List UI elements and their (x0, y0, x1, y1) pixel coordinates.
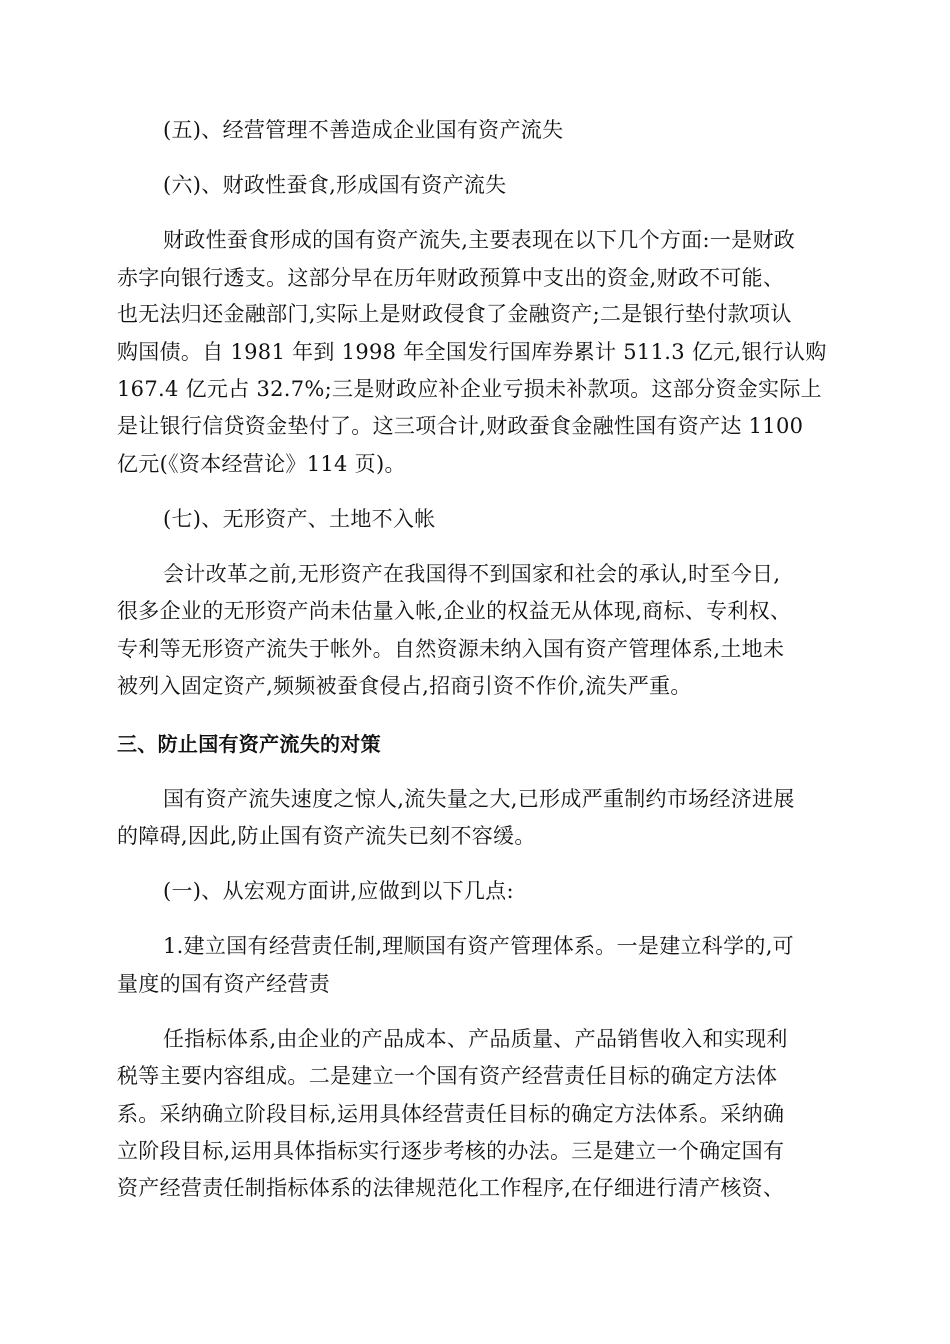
paragraph-line: 资产经营责任制指标体系的法律规范化工作程序,在仔细进行清产核资、 (117, 1176, 785, 1200)
list-item-1-line: 1.建立国有经营责任制,理顺国有资产管理体系。一是建立科学的,可 (163, 934, 794, 958)
paragraph-line: 购国债。自 1981 年到 1998 年全国发行国库券累计 511.3 亿元,银行认购 (117, 340, 827, 364)
paragraph-line: 任指标体系,由企业的产品成本、产品质量、产品销售收入和实现利 (163, 1027, 788, 1051)
paragraph-line: 税等主要内容组成。二是建立一个国有资产经营责任目标的确定方法体 (117, 1064, 778, 1088)
subheading-5: (五)、经营管理不善造成企业国有资产流失 (163, 118, 564, 142)
paragraph-line: 系。采纳确立阶段目标,运用具体经营责任目标的确定方法体系。采纳确 (117, 1102, 785, 1126)
paragraph-line: 很多企业的无形资产尚未估量入帐,企业的权益无从体现,商标、专利权、 (117, 599, 792, 623)
paragraph-line: 立阶段目标,运用具体指标实行逐步考核的办法。三是建立一个确定国有 (117, 1139, 785, 1163)
paragraph-line: 也无法归还金融部门,实际上是财政侵食了金融资产;二是银行垫付款项认 (117, 302, 792, 326)
list-item-1-line: 量度的国有资产经营责 (117, 972, 330, 996)
paragraph-line: 财政性蚕食形成的国有资产流失,主要表现在以下几个方面:一是财政 (163, 228, 796, 252)
subheading-7: (七)、无形资产、土地不入帐 (163, 507, 436, 531)
paragraph-line: 赤字向银行透支。这部分早在历年财政预算中支出的资金,财政不可能、 (117, 266, 785, 290)
paragraph-line: 被列入固定资产,频频被蚕食侵占,招商引资不作价,流失严重。 (117, 674, 692, 698)
paragraph-line: 专利等无形资产流失于帐外。自然资源未纳入国有资产管理体系,土地未 (117, 637, 785, 661)
subheading-6: (六)、财政性蚕食,形成国有资产流失 (163, 173, 507, 197)
paragraph-line: 国有资产流失速度之惊人,流失量之大,已形成严重制约市场经济进展 (163, 787, 795, 811)
paragraph-line: 会计改革之前,无形资产在我国得不到国家和社会的承认,时至今日, (163, 562, 781, 586)
paragraph-line: 167.4 亿元占 32.7%;三是财政应补企业亏损未补款项。这部分资金实际上 (117, 377, 822, 401)
paragraph-line: 的障碍,因此,防止国有资产流失已刻不容缓。 (117, 824, 536, 848)
paragraph-line: 是让银行信贷资金垫付了。这三项合计,财政蚕食金融性国有资产达 1100 (117, 414, 804, 438)
paragraph-line: 亿元(《资本经营论》114 页)。 (117, 452, 406, 476)
section-title: 三、防止国有资产流失的对策 (117, 732, 381, 756)
subheading-s3-1: (一)、从宏观方面讲,应做到以下几点: (163, 879, 514, 903)
